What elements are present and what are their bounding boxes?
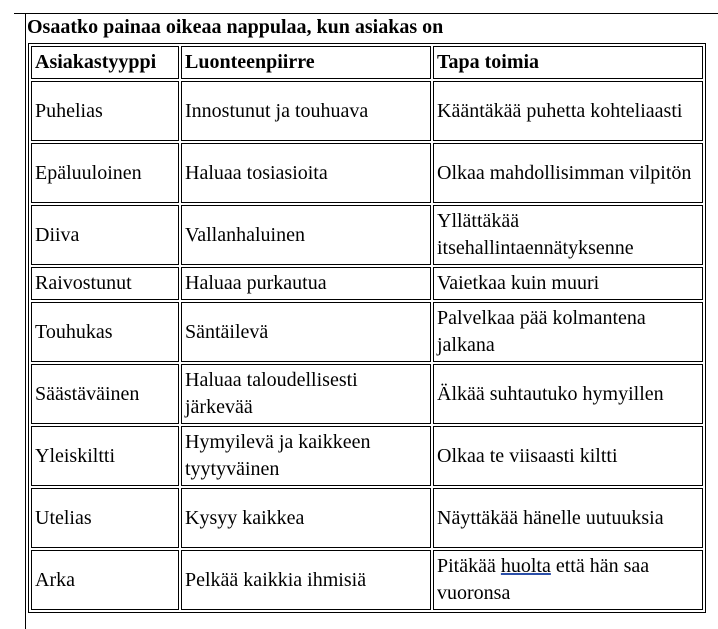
table-row [31,550,703,610]
cell-type: Touhukas [31,302,179,362]
column-header-action: Tapa toimia [433,46,703,79]
cell-trait: Haluaa taloudellisesti järkevää [181,364,431,424]
customer-type-table [28,43,706,613]
cell-action-text-start: Pitäkää [437,555,501,577]
table-row [31,488,703,548]
cell-trait: Kysyy kaikkea [181,488,431,548]
cell-action: Olkaa mahdollisimman vilpitön [433,143,703,203]
cell-action: Kääntäkää puhetta kohteliaasti [433,81,703,141]
cell-type: Puhelias [31,81,179,141]
page-border-left [25,14,26,629]
cell-trait: Innostunut ja touhuava [181,81,431,141]
cell-trait: Haluaa tosiasioita [181,143,431,203]
cell-action: Älkää suhtautuko hymyillen [433,364,703,424]
cell-type: Raivostunut [31,267,179,300]
cell-action: Palvelkaa pää kolmantena jalkana [433,302,703,362]
table-row [31,81,703,141]
cell-action: Olkaa te viisaasti kiltti [433,426,703,486]
spellcheck-underlined-word[interactable]: huolta [500,555,551,577]
cell-type: Utelias [31,488,179,548]
cell-action: Näyttäkää hänelle uutuuksia [433,488,703,548]
cell-type: Epäluuloinen [31,143,179,203]
cell-trait: Pelkää kaikkia ihmisiä [181,550,431,610]
cell-type: Diiva [31,205,179,265]
column-header-type: Asiakastyyppi [31,46,179,79]
cell-type: Yleiskiltti [31,426,179,486]
cell-type: Säästäväinen [31,364,179,424]
table-row [31,267,703,300]
cell-action: Yllättäkää itsehallintaennätyksenne [433,205,703,265]
table-row [31,205,703,265]
column-header-trait: Luonteenpiirre [181,46,431,79]
cell-action [433,550,703,610]
table-row [31,143,703,203]
cell-action: Vaietkaa kuin muuri [433,267,703,300]
cell-trait: Säntäilevä [181,302,431,362]
cell-action-text-end: että hän saa vuoronsa [437,555,650,604]
table-row [31,302,703,362]
cell-trait: Hymyilevä ja kaikkeen tyytyväinen [181,426,431,486]
cell-trait: Vallanhaluinen [181,205,431,265]
document-title: Osaatko painaa oikeaa nappulaa, kun asiakas on [27,16,444,38]
table-header-row [31,46,703,79]
page-border-top [14,13,718,14]
cell-trait: Haluaa purkautua [181,267,431,300]
cell-type: Arka [31,550,179,610]
table-row [31,426,703,486]
table-row [31,364,703,424]
